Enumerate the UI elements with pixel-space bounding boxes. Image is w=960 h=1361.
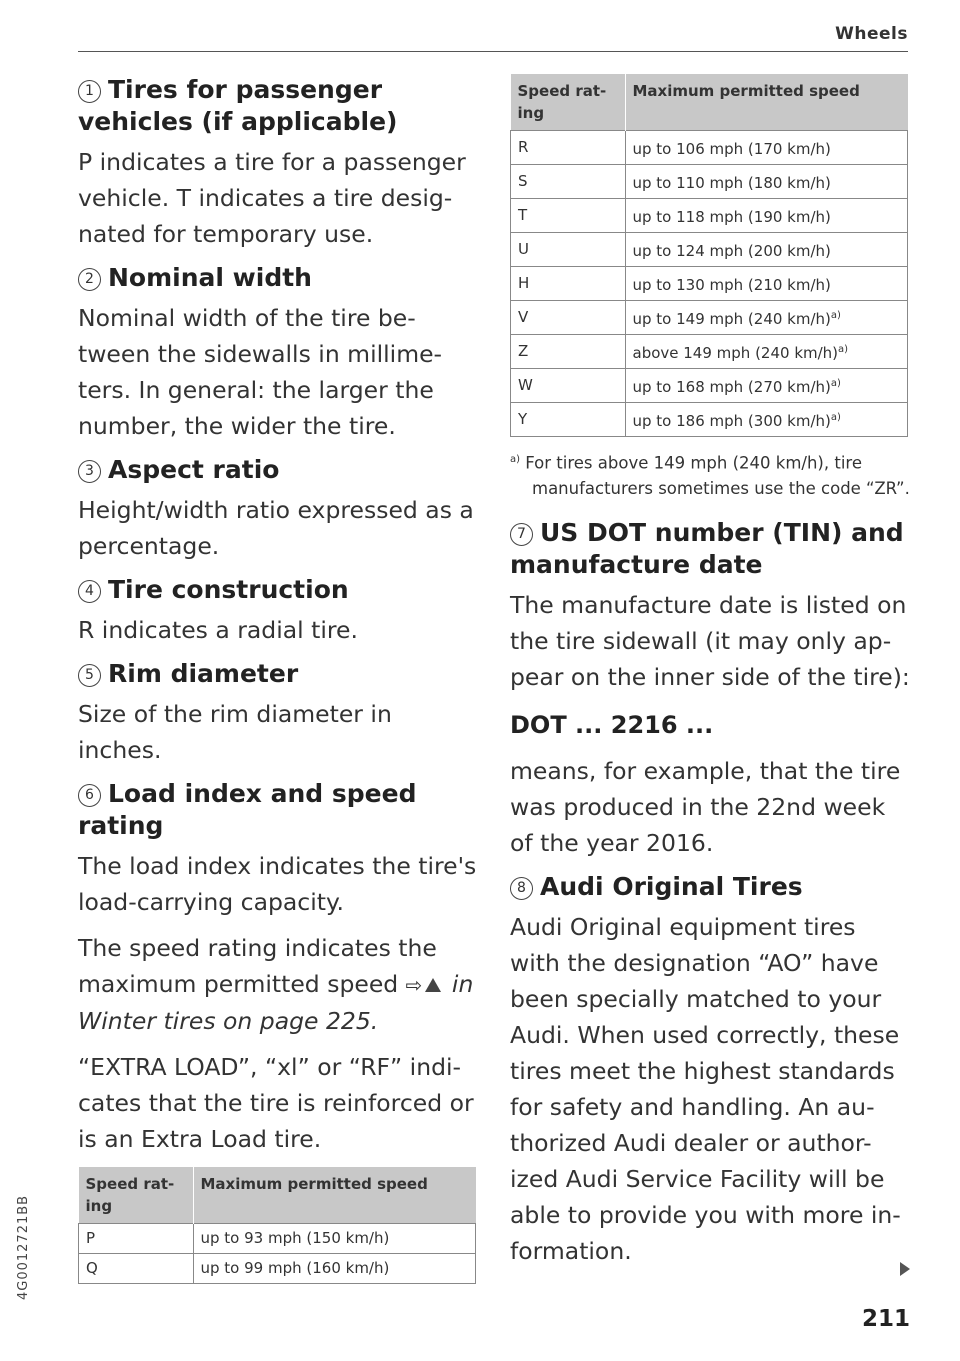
callout-number: 1: [78, 80, 101, 103]
callout-number: 5: [78, 664, 101, 687]
table-row: Z above 149 mph (240 km/h)$^{a)}$: [511, 335, 908, 369]
table-footnote: $^{a)}$ For tires above 149 mph (240 km/h), tire manufacturers sometimes use the code “ZR”.: [510, 453, 910, 498]
document-code: 4G0012721BB: [16, 1194, 31, 1300]
right-column: [510, 74, 910, 1279]
table-row: H up to 130 mph (210 km/h): [511, 267, 908, 301]
table-row: T up to 118 mph (190 km/h): [511, 199, 908, 233]
paragraph: R indicates a radial tire.: [78, 616, 358, 644]
table-row: Y up to 186 mph (300 km/h)$^{a)}$: [511, 403, 908, 437]
heading-load-index: 6 Load index and speed rating: [78, 779, 417, 840]
callout-number: 3: [78, 460, 101, 483]
warning-icon: [425, 978, 441, 992]
table-row: V up to 149 mph (240 km/h)$^{a)}$: [511, 301, 908, 335]
heading-nominal-width: 2 Nominal width: [78, 262, 478, 294]
continue-arrow-icon: [900, 1262, 910, 1276]
paragraph: means, for example, that the tire was produced in the 22nd week of the year 2016.: [510, 756, 901, 857]
table-row: W up to 168 mph (270 km/h)$^{a)}$: [511, 369, 908, 403]
table-row: S up to 110 mph (180 km/h): [511, 165, 908, 199]
callout-number: 4: [78, 580, 101, 603]
dot-code-example: DOT ... 2216 ...: [510, 710, 714, 739]
heading-aspect-ratio: 3 Aspect ratio: [78, 454, 478, 486]
heading-tires-passenger: 1 Tires for passenger vehicles (if applicable): [78, 75, 398, 136]
arrow-right-icon: ⇨: [405, 973, 423, 997]
table-row: P up to 93 mph (150 km/h): [79, 1224, 476, 1254]
heading-rim-diameter: 5 Rim diameter: [78, 658, 478, 690]
running-head: Wheels: [835, 24, 908, 44]
paragraph: “EXTRA LOAD”, “xl” or “RF” indi-cates that the tire is reinforced or is an Extra Load tire.: [78, 1053, 474, 1153]
paragraph: Size of the rim diameter in inches.: [78, 700, 392, 764]
heading-us-dot-number: 7 US DOT number (TIN) and manufacture date: [510, 517, 904, 579]
table-row: U up to 124 mph (200 km/h): [511, 233, 908, 267]
heading-tire-construction: 4 Tire construction: [78, 574, 478, 606]
table-row: R up to 106 mph (170 km/h): [511, 131, 908, 165]
table-row: Q up to 99 mph (160 km/h): [79, 1254, 476, 1284]
column-header: Speed rat-ing: [79, 1167, 194, 1224]
callout-number: 7: [510, 523, 533, 546]
header-rule: [78, 51, 908, 52]
paragraph: P indicates a tire for a passenger vehicle. T indicates a tire desig-nated for temporary use.: [78, 148, 466, 248]
column-header: Speed rat-ing: [511, 74, 626, 131]
paragraph: The manufacture date is listed on the tire sidewall (it may only ap-pear on the inner side of the tire):: [510, 590, 910, 691]
column-header: Maximum permitted speed: [625, 74, 908, 131]
paragraph: Nominal width of the tire be-tween the sidewalls in millime-ters. In general: the larger the number, the wider the tire.: [78, 304, 443, 440]
page-number: 211: [861, 1306, 910, 1332]
speed-rating-table-left: [78, 1167, 476, 1284]
speed-rating-table-right: [510, 74, 908, 437]
cross-reference-link[interactable]: in Winter tires on page 225.: [78, 970, 474, 1035]
left-column: [78, 74, 478, 1284]
paragraph: Audi Original equipment tires with the designation “AO” have been specially matched to your Audi. When used correctly, these tires meet the highest standards for safety and handling. An au-thorized Audi dealer or author-ized Audi Service Facility will be able to provide you with more in-formation.: [510, 912, 901, 1265]
callout-number: 6: [78, 784, 101, 807]
column-header: Maximum permitted speed: [193, 1167, 476, 1224]
callout-number: 2: [78, 268, 101, 291]
callout-number: 8: [510, 877, 533, 900]
heading-audi-original-tires: 8 Audi Original Tires: [510, 871, 910, 903]
paragraph: The load index indicates the tire's load-carrying capacity.: [78, 852, 477, 916]
paragraph: Height/width ratio expressed as a percentage.: [78, 496, 474, 560]
paragraph-speed-rating: The speed rating indicates the maximum permitted speed ⇨! in Winter tires on page 225.: [78, 930, 478, 1039]
